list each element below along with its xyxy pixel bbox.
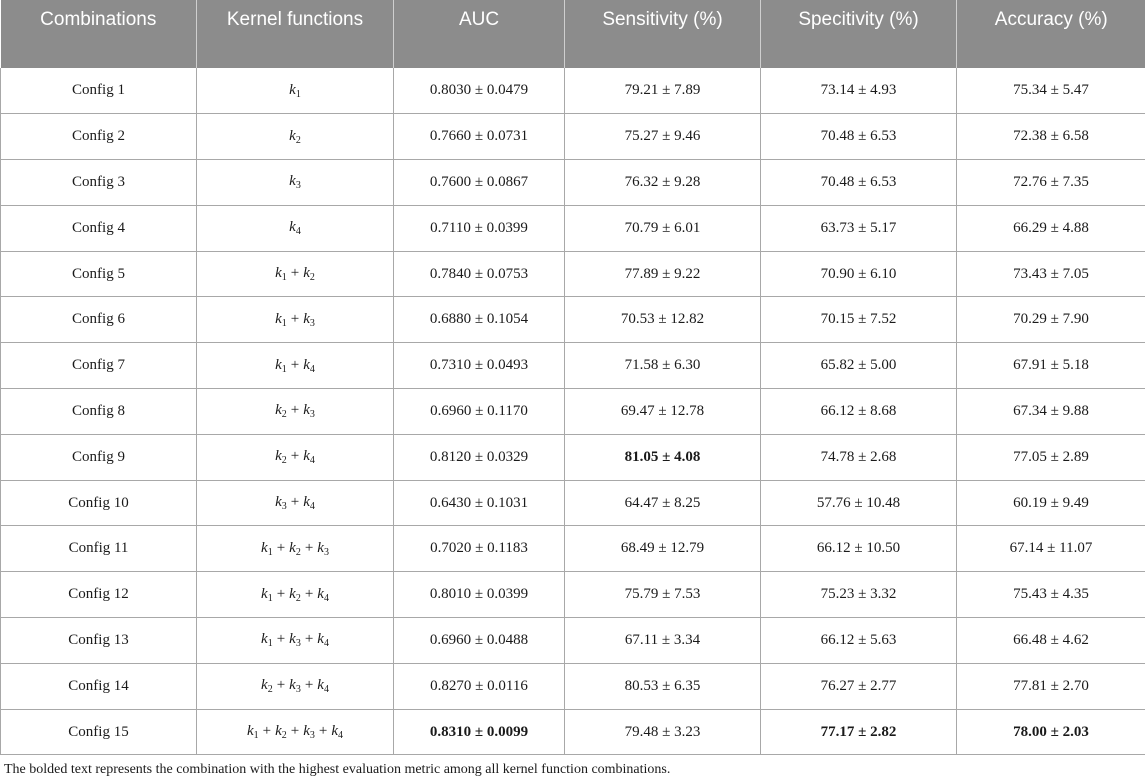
kernel-index: 2: [267, 684, 273, 696]
kernel-plus-operator: +: [276, 585, 286, 602]
kernel-symbol: k: [317, 677, 324, 694]
cell-kernel-functions: [197, 160, 394, 206]
cell-auc: 0.6430 ± 0.1031: [394, 480, 565, 526]
cell-combination: Config 4: [1, 205, 197, 251]
kernel-symbol: k: [303, 402, 310, 419]
kernel-plus-operator: +: [276, 539, 286, 556]
cell-specitivity: 70.48 ± 6.53: [761, 160, 957, 206]
kernel-term: [289, 631, 301, 650]
cell-specitivity: 74.78 ± 2.68: [761, 434, 957, 480]
cell-auc: 0.6960 ± 0.1170: [394, 389, 565, 435]
header-kernel-functions: Kernel functions: [197, 0, 394, 68]
kernel-term: [261, 631, 273, 650]
kernel-symbol: k: [275, 356, 282, 373]
cell-auc: 0.6960 ± 0.0488: [394, 618, 565, 664]
cell-sensitivity: 64.47 ± 8.25: [565, 480, 761, 526]
cell-auc: 0.8310 ± 0.0099: [394, 709, 565, 755]
table-row: [1, 480, 1145, 526]
kernel-index: 4: [323, 592, 329, 604]
table-row: [1, 526, 1145, 572]
cell-combination: Config 9: [1, 434, 197, 480]
cell-accuracy: 77.05 ± 2.89: [957, 434, 1145, 480]
cell-kernel-functions: [197, 205, 394, 251]
cell-specitivity: 77.17 ± 2.82: [761, 709, 957, 755]
table-row: [1, 114, 1145, 160]
kernel-symbol: k: [317, 539, 324, 556]
cell-auc: 0.6880 ± 0.1054: [394, 297, 565, 343]
kernel-term: [317, 540, 329, 556]
kernel-symbol: k: [289, 631, 296, 648]
cell-combination: Config 12: [1, 572, 197, 618]
kernel-index: 1: [267, 546, 273, 558]
kernel-term: [317, 677, 329, 696]
cell-auc: 0.7020 ± 0.1183: [394, 526, 565, 572]
cell-sensitivity: 79.48 ± 3.23: [565, 709, 761, 755]
cell-auc: 0.7110 ± 0.0399: [394, 205, 565, 251]
kernel-symbol: k: [261, 631, 268, 648]
cell-auc: 0.8030 ± 0.0479: [394, 68, 565, 114]
kernel-index: 3: [295, 638, 301, 650]
table-row: [1, 160, 1145, 206]
cell-accuracy: 67.14 ± 11.07: [957, 526, 1145, 572]
kernel-index: 2: [309, 272, 315, 284]
kernel-symbol: k: [289, 219, 296, 236]
kernel-index: 3: [309, 317, 315, 329]
header-combinations: Combinations: [1, 0, 197, 68]
kernel-symbol: k: [317, 631, 324, 648]
cell-accuracy: 67.34 ± 9.88: [957, 389, 1145, 435]
kernel-symbol: k: [261, 585, 268, 602]
kernel-index: 4: [309, 363, 315, 375]
kernel-index: 2: [295, 546, 301, 558]
kernel-term: [303, 311, 315, 327]
kernel-symbol: k: [317, 585, 324, 602]
cell-sensitivity: 71.58 ± 6.30: [565, 343, 761, 389]
kernel-term: [275, 265, 287, 284]
cell-accuracy: 67.91 ± 5.18: [957, 343, 1145, 389]
kernel-index: 3: [309, 409, 315, 421]
header-accuracy: Accuracy (%): [957, 0, 1145, 68]
kernel-index: 3: [309, 730, 315, 742]
kernel-symbol: k: [289, 127, 296, 144]
cell-kernel-functions: [197, 114, 394, 160]
cell-kernel-functions: [197, 434, 394, 480]
cell-kernel-functions: [197, 297, 394, 343]
kernel-term: [303, 494, 315, 513]
kernel-index: 4: [309, 501, 315, 513]
cell-kernel-functions: [197, 68, 394, 114]
kernel-term: [275, 448, 287, 467]
cell-kernel-functions: [197, 709, 394, 755]
cell-kernel-functions: [197, 343, 394, 389]
cell-accuracy: 77.81 ± 2.70: [957, 663, 1145, 709]
cell-accuracy: 78.00 ± 2.03: [957, 709, 1145, 755]
kernel-symbol: k: [289, 539, 296, 556]
cell-combination: Config 10: [1, 480, 197, 526]
kernel-index: 4: [323, 638, 329, 650]
kernel-symbol: k: [275, 402, 282, 419]
cell-auc: 0.7840 ± 0.0753: [394, 251, 565, 297]
cell-specitivity: 66.12 ± 10.50: [761, 526, 957, 572]
table-row: [1, 663, 1145, 709]
kernel-index: 1: [253, 730, 259, 742]
kernel-symbol: k: [275, 310, 282, 327]
kernel-term: [303, 448, 315, 467]
cell-specitivity: 65.82 ± 5.00: [761, 343, 957, 389]
kernel-plus-operator: +: [290, 310, 300, 327]
cell-combination: Config 6: [1, 297, 197, 343]
cell-sensitivity: 67.11 ± 3.34: [565, 618, 761, 664]
cell-combination: Config 11: [1, 526, 197, 572]
kernel-plus-operator: +: [290, 723, 300, 740]
cell-accuracy: 66.48 ± 4.62: [957, 618, 1145, 664]
kernel-term: [289, 82, 301, 98]
cell-accuracy: 66.29 ± 4.88: [957, 205, 1145, 251]
table-row: [1, 434, 1145, 480]
kernel-term: [275, 357, 287, 373]
cell-specitivity: 66.12 ± 5.63: [761, 618, 957, 664]
kernel-symbol: k: [289, 81, 296, 98]
cell-auc: 0.7310 ± 0.0493: [394, 343, 565, 389]
kernel-term: [289, 173, 301, 192]
table-footnote: The bolded text represents the combination with the highest evaluation metric among all kernel function combinations.: [4, 762, 671, 777]
kernel-index: 4: [323, 684, 329, 696]
cell-sensitivity: 80.53 ± 6.35: [565, 663, 761, 709]
kernel-term: [303, 402, 315, 421]
table-body: [1, 68, 1145, 755]
kernel-symbol: k: [303, 723, 310, 740]
table-row: [1, 618, 1145, 664]
cell-sensitivity: 69.47 ± 12.78: [565, 389, 761, 435]
kernel-term: [246, 723, 259, 742]
cell-accuracy: 72.76 ± 7.35: [957, 160, 1145, 206]
kernel-symbol: k: [303, 265, 310, 282]
cell-combination: Config 8: [1, 389, 197, 435]
kernel-index: 3: [281, 501, 287, 513]
kernel-symbol: k: [275, 265, 282, 282]
kernel-plus-operator: +: [290, 356, 300, 373]
kernel-term: [289, 677, 301, 696]
kernel-plus-operator: +: [304, 539, 314, 556]
cell-specitivity: 70.15 ± 7.52: [761, 297, 957, 343]
cell-kernel-functions: [197, 526, 394, 572]
cell-specitivity: 73.14 ± 4.93: [761, 68, 957, 114]
kernel-term: [261, 540, 273, 556]
kernel-term: [275, 723, 287, 742]
kernel-term: [289, 128, 301, 144]
cell-accuracy: 73.43 ± 7.05: [957, 251, 1145, 297]
kernel-symbol: k: [261, 539, 268, 556]
cell-accuracy: 72.38 ± 6.58: [957, 114, 1145, 160]
cell-auc: 0.8270 ± 0.0116: [394, 663, 565, 709]
cell-accuracy: 75.43 ± 4.35: [957, 572, 1145, 618]
cell-sensitivity: 75.79 ± 7.53: [565, 572, 761, 618]
cell-specitivity: 57.76 ± 10.48: [761, 480, 957, 526]
kernel-index: 4: [338, 730, 344, 742]
cell-kernel-functions: [197, 618, 394, 664]
kernel-term: [261, 677, 273, 696]
table-row: [1, 709, 1145, 755]
kernel-index: 3: [295, 684, 301, 696]
kernel-symbol: k: [303, 448, 310, 465]
kernel-term: [303, 723, 315, 742]
cell-combination: Config 7: [1, 343, 197, 389]
kernel-index: 2: [295, 134, 301, 146]
cell-combination: Config 1: [1, 68, 197, 114]
cell-sensitivity: 77.89 ± 9.22: [565, 251, 761, 297]
kernel-term: [261, 586, 273, 602]
kernel-symbol: k: [289, 677, 296, 694]
kernel-term: [289, 540, 301, 556]
kernel-index: 1: [281, 317, 287, 329]
cell-combination: Config 3: [1, 160, 197, 206]
kernel-symbol: k: [303, 356, 310, 373]
kernel-plus-operator: +: [262, 723, 272, 740]
table-row: [1, 205, 1145, 251]
table-row: [1, 297, 1145, 343]
cell-combination: Config 13: [1, 618, 197, 664]
kernel-plus-operator: +: [290, 265, 300, 282]
cell-auc: 0.8120 ± 0.0329: [394, 434, 565, 480]
kernel-symbol: k: [275, 448, 282, 465]
kernel-index: 3: [323, 546, 329, 558]
cell-kernel-functions: [197, 480, 394, 526]
cell-auc: 0.7660 ± 0.0731: [394, 114, 565, 160]
kernel-index: 1: [281, 272, 287, 284]
cell-sensitivity: 70.79 ± 6.01: [565, 205, 761, 251]
table-row: [1, 389, 1145, 435]
cell-kernel-functions: [197, 389, 394, 435]
cell-sensitivity: 81.05 ± 4.08: [565, 434, 761, 480]
cell-accuracy: 60.19 ± 9.49: [957, 480, 1145, 526]
kernel-index: 1: [295, 88, 301, 100]
cell-combination: Config 15: [1, 709, 197, 755]
header-specitivity: Specitivity (%): [761, 0, 957, 68]
kernel-term: [317, 586, 329, 602]
kernel-plus-operator: +: [318, 723, 328, 740]
kernel-symbol: k: [275, 494, 282, 511]
kernel-term: [317, 631, 329, 650]
kernel-index: 4: [309, 455, 315, 467]
cell-auc: 0.8010 ± 0.0399: [394, 572, 565, 618]
kernel-term: [331, 723, 344, 742]
table-row: [1, 251, 1145, 297]
cell-combination: Config 5: [1, 251, 197, 297]
kernel-symbol: k: [303, 310, 310, 327]
cell-specitivity: 63.73 ± 5.17: [761, 205, 957, 251]
kernel-symbol: k: [303, 494, 310, 511]
kernel-index: 2: [281, 409, 287, 421]
cell-sensitivity: 70.53 ± 12.82: [565, 297, 761, 343]
header-sensitivity: Sensitivity (%): [565, 0, 761, 68]
cell-sensitivity: 75.27 ± 9.46: [565, 114, 761, 160]
kernel-plus-operator: +: [304, 585, 314, 602]
table-row: [1, 343, 1145, 389]
table-row: [1, 572, 1145, 618]
kernel-term: [275, 311, 287, 327]
cell-specitivity: 70.48 ± 6.53: [761, 114, 957, 160]
cell-specitivity: 76.27 ± 2.77: [761, 663, 957, 709]
kernel-index: 2: [281, 455, 287, 467]
kernel-plus-operator: +: [276, 677, 286, 694]
kernel-symbol: k: [289, 585, 296, 602]
kernel-symbol: k: [261, 677, 268, 694]
cell-accuracy: 75.34 ± 5.47: [957, 68, 1145, 114]
cell-sensitivity: 68.49 ± 12.79: [565, 526, 761, 572]
kernel-plus-operator: +: [304, 631, 314, 648]
kernel-plus-operator: +: [290, 448, 300, 465]
cell-specitivity: 66.12 ± 8.68: [761, 389, 957, 435]
kernel-term: [303, 357, 315, 373]
kernel-plus-operator: +: [290, 494, 300, 511]
cell-combination: Config 14: [1, 663, 197, 709]
kernel-index: 3: [295, 180, 301, 192]
cell-sensitivity: 76.32 ± 9.28: [565, 160, 761, 206]
kernel-index: 2: [281, 730, 287, 742]
kernel-plus-operator: +: [290, 402, 300, 419]
kernel-plus-operator: +: [276, 631, 286, 648]
table-header-row: [1, 0, 1145, 68]
cell-accuracy: 70.29 ± 7.90: [957, 297, 1145, 343]
cell-combination: Config 2: [1, 114, 197, 160]
kernel-term: [275, 402, 287, 421]
kernel-index: 1: [267, 638, 273, 650]
kernel-term: [275, 494, 287, 513]
kernel-term: [303, 265, 315, 284]
kernel-symbol: k: [331, 723, 339, 740]
table-row: [1, 68, 1145, 114]
kernel-term: [289, 219, 301, 238]
kernel-index: 4: [295, 226, 301, 238]
cell-specitivity: 75.23 ± 3.32: [761, 572, 957, 618]
cell-auc: 0.7600 ± 0.0867: [394, 160, 565, 206]
kernel-plus-operator: +: [304, 677, 314, 694]
header-auc: AUC: [394, 0, 565, 68]
kernel-symbol: k: [289, 173, 296, 190]
cell-specitivity: 70.90 ± 6.10: [761, 251, 957, 297]
cell-kernel-functions: [197, 663, 394, 709]
kernel-index: 1: [267, 592, 273, 604]
cell-kernel-functions: [197, 572, 394, 618]
cell-kernel-functions: [197, 251, 394, 297]
kernel-symbol: k: [275, 723, 282, 740]
cell-sensitivity: 79.21 ± 7.89: [565, 68, 761, 114]
kernel-index: 2: [295, 592, 301, 604]
kernel-symbol: k: [246, 723, 254, 740]
kernel-index: 1: [281, 363, 287, 375]
kernel-term: [289, 586, 301, 602]
